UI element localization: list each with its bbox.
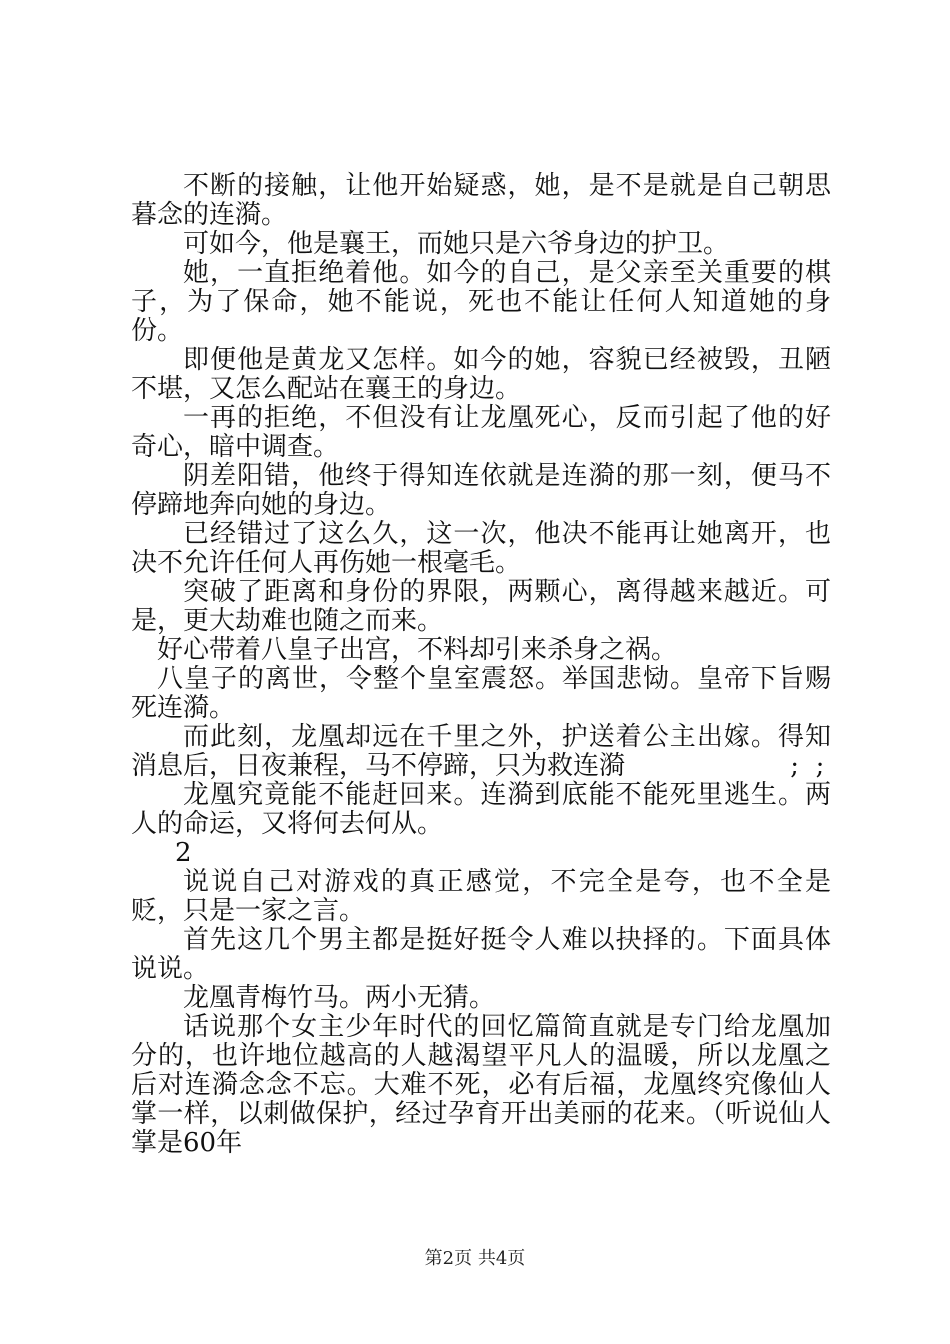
paragraph: 即便他是黄龙又怎样。如今的她，容貌已经被毁，丑陋不堪，又怎么配站在襄王的身边。 [131,345,831,404]
paragraph: 可如今，他是襄王，而她只是六爷身边的护卫。 [183,229,730,259]
paragraph: 阴差阳错，他终于得知连依就是连漪的那一刻，便马不停蹄地奔向她的身边。 [131,461,831,520]
document-body [131,172,831,1158]
section-number: 2 [175,838,192,868]
paragraph: 说说自己对游戏的真正感觉，不完全是夸，也不全是贬，只是一家之言。 [131,867,831,926]
paragraph: 而此刻，龙凰却远在千里之外，护送着公主出嫁。得知消息后，日夜兼程，马不停蹄，只为救连漪 ; ; [131,722,831,781]
paragraph: 突破了距离和身份的界限，两颗心，离得越来越近。可是，更大劫难也随之而来。 [131,577,831,636]
paragraph: 不断的接触，让他开始疑惑，她，是不是就是自己朝思暮念的连漪。 [131,171,831,230]
page-footer: 第2页 共4页 [424,1248,526,1269]
paragraph: 龙凰青梅竹马。两小无猜。 [183,983,496,1013]
paragraph: 话说那个女主少年时代的回忆篇简直就是专门给龙凰加分的，也许地位越高的人越渴望平凡人的温暖，所以龙凰之后对连漪念念不忘。大难不死，必有后福，龙凰终究像仙人掌一样，以刺做保护，经过孕育开出美丽的花来。（听说仙人掌是60年 [131,1012,831,1158]
paragraph: 八皇子的离世，令整个皇室震怒。举国悲恸。皇帝下旨赐死连漪。 [131,664,831,723]
paragraph: 一再的拒绝，不但没有让龙凰死心，反而引起了他的好奇心，暗中调查。 [131,403,831,462]
paragraph: 她，一直拒绝着他。如今的自己，是父亲至关重要的棋子，为了保命，她不能说，死也不能让任何人知道她的身份。 [131,258,831,346]
paragraph: 首先这几个男主都是挺好挺令人难以抉择的。下面具体说说。 [131,925,831,984]
paragraph: 已经错过了这么久，这一次，他决不能再让她离开，也决不允许任何人再伤她一根毫毛。 [131,519,831,578]
paragraph: 好心带着八皇子出宫，不料却引来杀身之祸。 [157,635,678,665]
paragraph: 龙凰究竟能不能赶回来。连漪到底能不能死里逃生。两人的命运，又将何去何从。 [131,780,831,839]
